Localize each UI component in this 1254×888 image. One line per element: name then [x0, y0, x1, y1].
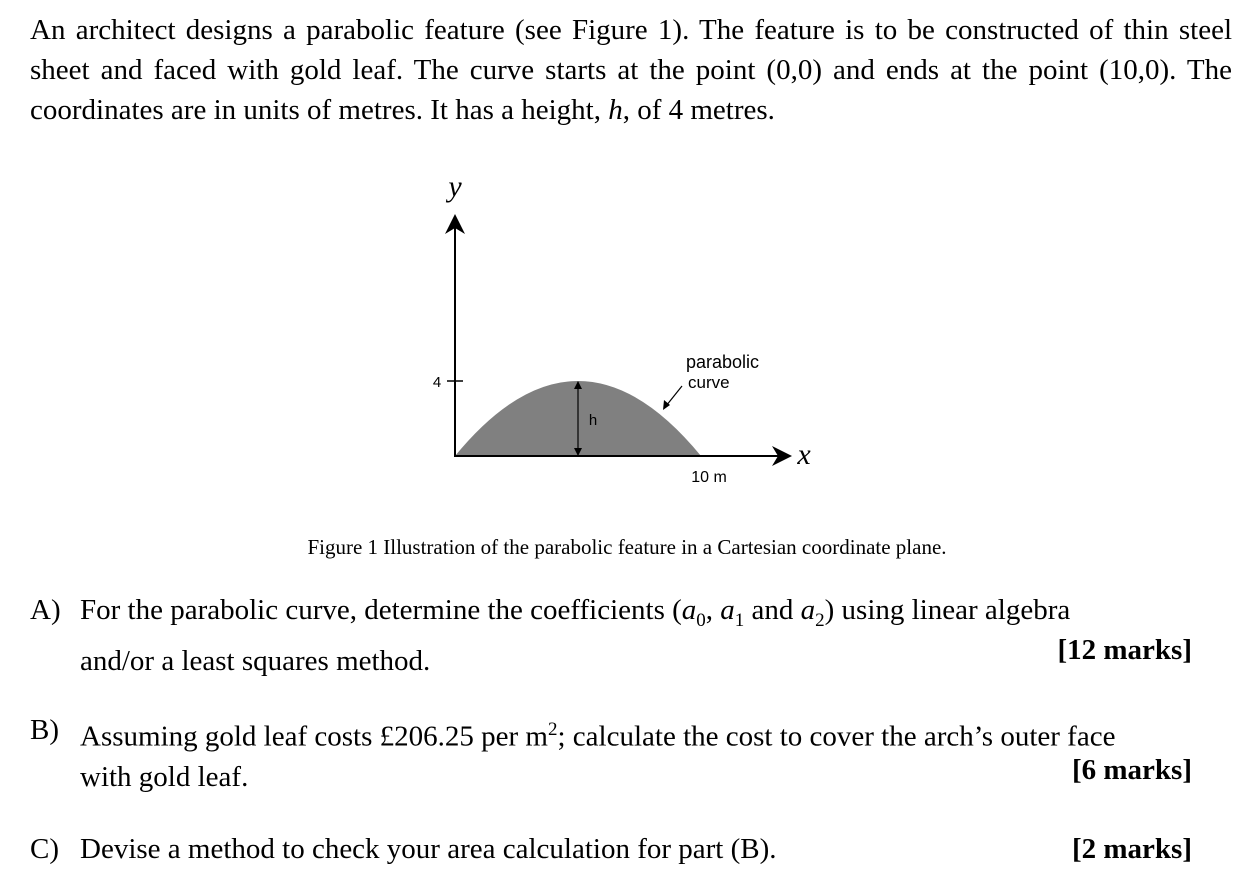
y-axis-label: y	[448, 170, 462, 203]
question-c-marks: [2 marks]	[1071, 833, 1192, 865]
question-letter: C)	[30, 833, 59, 865]
question-b-marks: [6 marks]	[1071, 754, 1192, 786]
figure-caption: Figure 1 Illustration of the parabolic feature in a Cartesian coordinate plane.	[307, 535, 947, 559]
question-a-line2: and/or a least squares method.	[80, 644, 431, 677]
curve-label-line1: parabolic	[686, 352, 760, 372]
question-a: A) For the parabolic curve, determine the coefficients ($a_0$, $a_1$ and $a_2$) using linear algebra and/or a least squares method. [12 marks]	[30, 590, 1200, 681]
coefficient-a0: $a_0$	[681, 594, 706, 631]
question-c-text: Devise a method to check your area calculation for part (B).	[80, 833, 777, 865]
question-letter: B)	[30, 714, 59, 746]
height-symbol: h	[608, 94, 623, 126]
question-a-text: For the parabolic curve, determine the coefficients (	[80, 594, 682, 626]
y-tick-label: 4	[432, 374, 442, 391]
question-letter: A)	[30, 594, 61, 626]
question-c	[30, 829, 1200, 869]
question-a-marks: [12 marks]	[1057, 634, 1192, 666]
curve-label-line2: curve	[688, 373, 730, 392]
x-end-label: 10 m	[691, 469, 727, 486]
coefficient-a2: $a_2$	[800, 594, 825, 631]
curve-label-pointer	[666, 386, 682, 406]
coefficient-a1: $a_1$	[720, 594, 745, 631]
intro-text-part1: An architect designs a parabolic feature (see Figure 1). The feature is to be constructed of thin steel sheet and faced with gold leaf. The curve starts at the point (0,0) and ends at the point (10,0). The coordinates are in units of metres. It has a height,	[30, 14, 1232, 126]
question-b-line2: with gold leaf.	[80, 760, 249, 793]
x-axis-label: x	[797, 438, 811, 471]
intro-text-part2: , of 4 metres.	[622, 94, 775, 126]
height-label: h	[588, 412, 598, 429]
question-b: B) Assuming gold leaf costs £206.25 per $m^2$; calculate the cost to cover the arch’s outer face with gold leaf. [6 marks]	[30, 710, 1200, 797]
question-b-text: Assuming gold leaf costs £206.25 per m	[80, 720, 548, 753]
